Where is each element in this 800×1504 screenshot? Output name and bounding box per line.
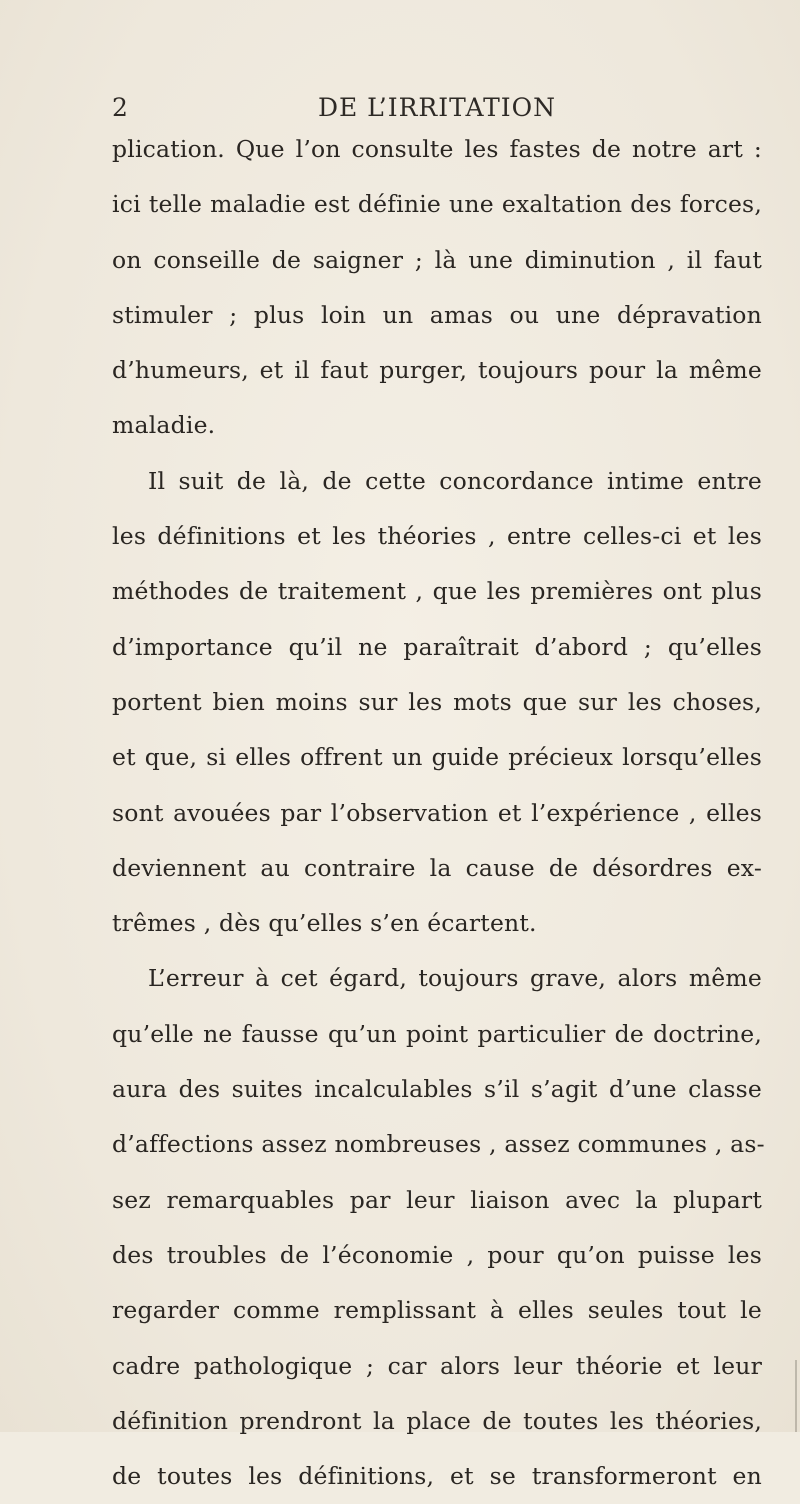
- text-line: d’humeurs, et il faut purger, toujours pour la même: [112, 356, 762, 385]
- text-line: de toutes les définitions, et se transformeront en: [112, 1462, 762, 1491]
- page-number: 2: [112, 93, 128, 122]
- text-line: stimuler ; plus loin un amas ou une dépravation: [112, 300, 762, 329]
- text-line: maladie.: [112, 411, 216, 440]
- text-line: deviennent au contraire la cause de désordres ex-: [112, 853, 762, 882]
- text-line: et que, si elles offrent un guide précieux lorsqu’elles: [112, 743, 762, 772]
- text-line: Il suit de là, de cette concordance intime entre: [148, 466, 762, 495]
- text-line: les définitions et les théories , entre celles-ci et les: [112, 522, 762, 551]
- text-line: sont avouées par l’observation et l’expérience , elles: [112, 798, 762, 827]
- text-line: plication. Que l’on consulte les fastes de notre art :: [112, 135, 762, 163]
- body-text: [112, 122, 765, 1504]
- text-line: on conseille de saigner ; là une diminution , il faut: [112, 245, 762, 274]
- page-header: [112, 90, 762, 126]
- text-line: cadre pathologique ; car alors leur théorie et leur: [112, 1351, 762, 1380]
- text-line: d’importance qu’il ne paraîtrait d’abord ; qu’elles: [112, 632, 762, 661]
- text-line: trêmes , dès qu’elles s’en écartent.: [112, 909, 537, 938]
- text-line: ici telle maladie est définie une exaltation des forces,: [112, 190, 762, 219]
- text-line: méthodes de traitement , que les premières ont plus: [112, 577, 762, 606]
- page-edge-mark: [795, 1360, 797, 1432]
- text-line: regarder comme remplissant à elles seules tout le: [112, 1296, 762, 1325]
- text-line: définition prendront la place de toutes les théories,: [112, 1406, 762, 1435]
- text-line: portent bien moins sur les mots que sur les choses,: [112, 687, 762, 716]
- running-title: DE L’IRRITATION: [317, 93, 557, 122]
- text-line: qu’elle ne fausse qu’un point particulier de doctrine,: [112, 1019, 762, 1048]
- text-line: sez remarquables par leur liaison avec la plupart: [112, 1185, 762, 1214]
- text-line: d’affections assez nombreuses , assez communes , as-: [112, 1130, 765, 1159]
- text-line: aura des suites incalculables s’il s’agit d’une classe: [112, 1075, 762, 1104]
- text-line: des troubles de l’économie , pour qu’on puisse les: [112, 1240, 762, 1269]
- text-line: L’erreur à cet égard, toujours grave, alors même: [148, 964, 762, 993]
